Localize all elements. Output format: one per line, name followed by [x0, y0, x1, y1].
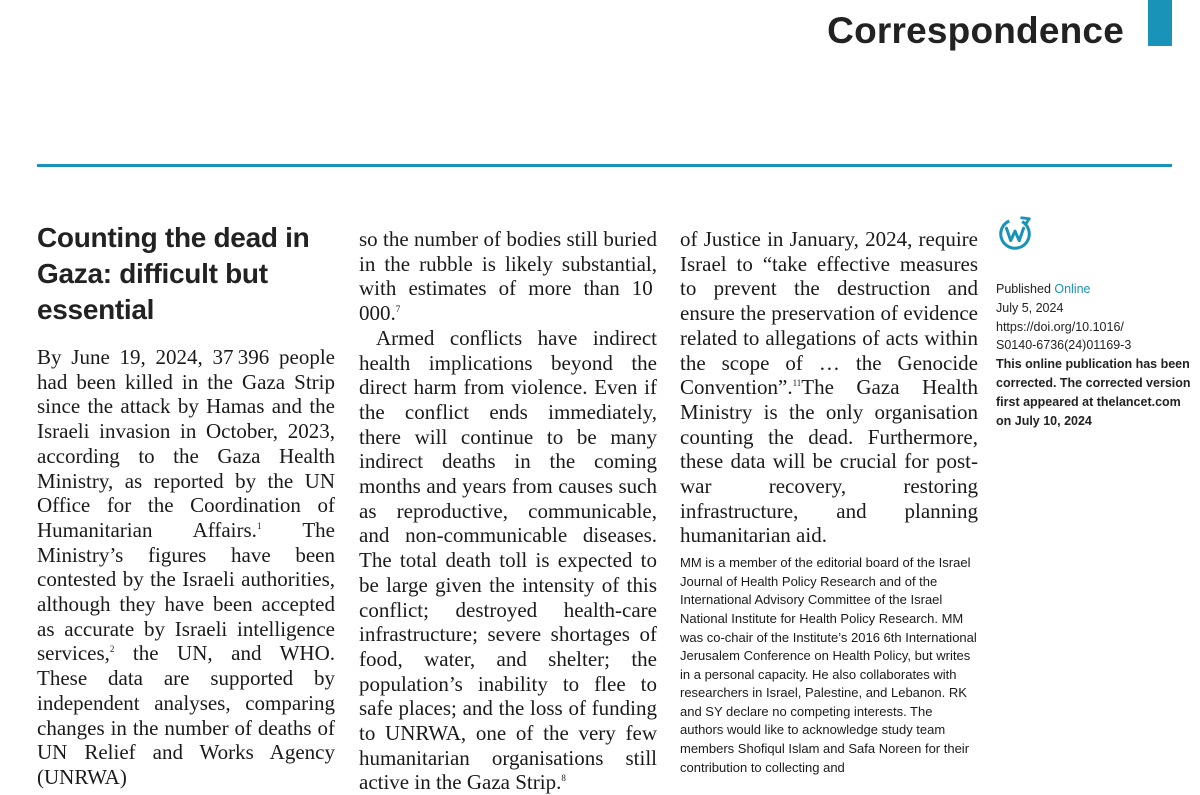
- paragraph-text: The Gaza Health Ministry is the only organisation counting the dead. Furthermore, these data will be crucial for post-war recovery, restoring infrastructure, and planning humanitarian aid.: [680, 375, 978, 548]
- correction-note-line-4: on July 10, 2024: [996, 413, 1092, 428]
- reference-link[interactable]: 8: [561, 773, 566, 784]
- article-title: Counting the dead in Gaza: difficult but essential: [37, 222, 310, 325]
- correction-note-line-2: corrected. The corrected version: [996, 375, 1191, 390]
- doi-link-line-1[interactable]: https://doi.org/10.1016/: [996, 319, 1124, 334]
- paragraph-text: of Justice in January, 2024, require Israel to “take effective measures to prevent the destruction and ensure the preservation of evidence related to allegations of acts within the scope of … the Genocide Convention”.: [680, 227, 978, 400]
- paragraph-text: The Ministry’s figures have been contested by the Israeli authorities, although they have been accepted as accurate by Israeli intelligence services,: [37, 517, 335, 666]
- correction-note-line-3: first appeared at thelancet.com: [996, 394, 1181, 409]
- paragraph-text: so the number of bodies still buried in the rubble is likely substantial, with estimates of more than 10 000.: [359, 227, 657, 326]
- paragraph: [37, 345, 335, 790]
- article-column-2: [359, 227, 657, 795]
- paragraph: [359, 326, 657, 795]
- published-label: Published: [996, 282, 1055, 296]
- online-label: Online: [1054, 282, 1091, 296]
- header-rule: [37, 164, 1172, 167]
- reference-link[interactable]: 1: [256, 520, 262, 531]
- article-column-3: [680, 227, 978, 777]
- published-online-line: [996, 280, 1176, 299]
- publication-date: July 5, 2024: [996, 300, 1064, 315]
- reference-link[interactable]: 7: [395, 304, 401, 315]
- publication-sidebar: [996, 214, 1191, 430]
- paragraph: [359, 227, 657, 326]
- paragraph-text: Armed conflicts have indirect health implications beyond the direct harm from violence. Even if the conflict ends immediately, there will continue to be many indirect deaths in the coming months and years from causes such as reproductive, communicable, and non-communicable diseases. The total death toll is expected to be large given the intensity of this conflict; destroyed health-care infrastructure; severe shortages of food, water, and shelter; the population’s inability to flee to safe places; and the loss of funding to UNRWA, one of the very few humanitarian organisations still active in the Gaza Strip.: [359, 325, 657, 795]
- section-title: Correspondence: [827, 10, 1124, 51]
- accent-tab: [1148, 0, 1172, 46]
- doi-link-line-2[interactable]: S0140-6736(24)01169-3: [996, 338, 1132, 353]
- online-first-icon: [996, 214, 1034, 252]
- declaration-of-interests: MM is a member of the editorial board of the Israel Journal of Health Policy Research and of the International Advisory Committee of the Israel National Institute for Health Policy Research. MM was co-chair of the Institute’s 2016 6th International Jerusalem Conference on Health Policy, but writes in a personal capacity. He also collaborates with researchers in Israel, Palestine, and Lebanon. RK and SY declare no competing interests. The authors would like to acknowledge study team members Shofiqul Islam and Safa Noreen for their contribution to collecting and: [680, 555, 977, 775]
- paragraph-text: By June 19, 2024, 37 396 people had been killed in the Gaza Strip since the attack by Hamas and the Israeli invasion in October, 2023, according to the Gaza Health Ministry, as reported by the UN Office for the Coordination of Humanitarian Affairs.: [37, 345, 335, 542]
- article-column-1: [37, 220, 335, 790]
- correction-note-line-1: This online publication has been: [996, 357, 1190, 372]
- paragraph: [680, 227, 978, 548]
- paragraph-text: the UN, and WHO. These data are supported by independent analyses, comparing changes in the number of deaths of UN Relief and Works Agency (UNRWA): [37, 641, 335, 789]
- reference-link[interactable]: 2: [109, 644, 115, 655]
- reference-link[interactable]: 11: [792, 378, 802, 389]
